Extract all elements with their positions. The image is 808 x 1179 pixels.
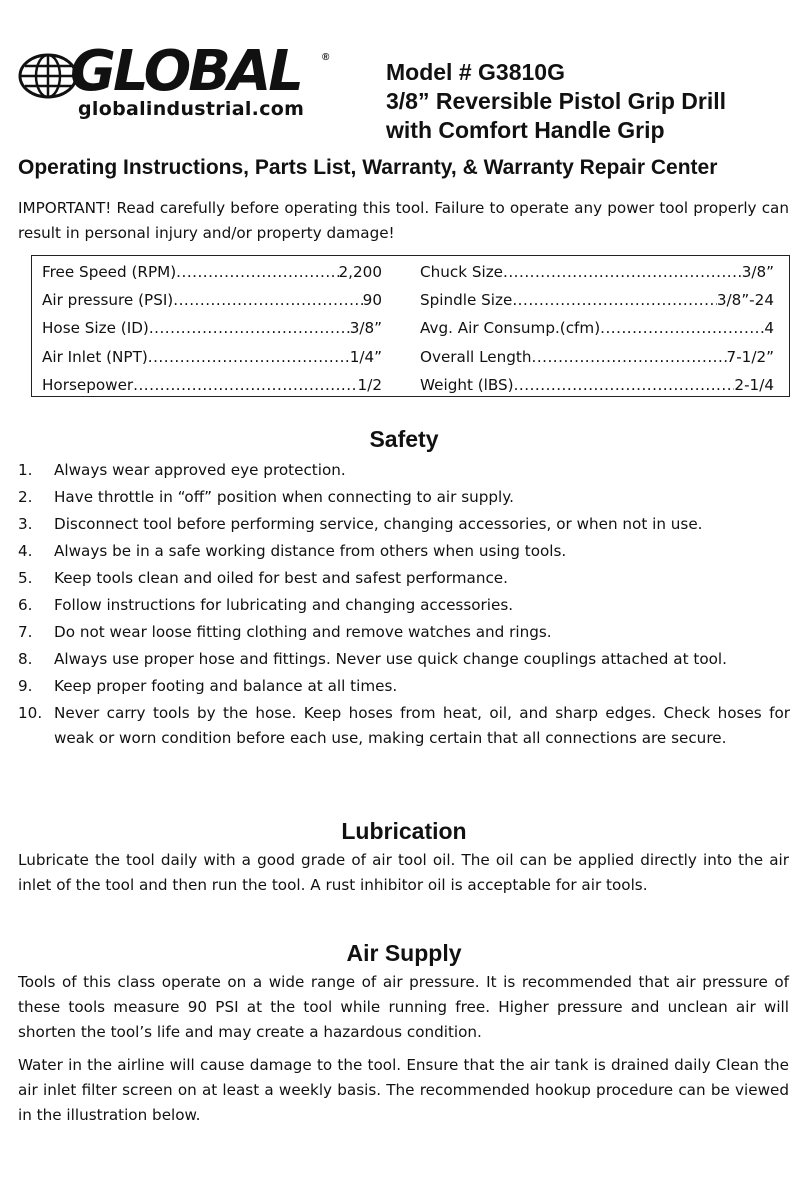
safety-item	[18, 485, 790, 510]
air-supply-paragraph-1: Tools of this class operate on a wide range of air pressure. It is recommended that air pressure of these tools measure 90 PSI at the tool while running free. Higher pressure and unclean air will shorten the tool’s life and may create a hazardous condition.	[18, 973, 789, 1041]
spec-label: Hose Size (ID)	[42, 319, 149, 338]
safety-list	[18, 458, 790, 753]
safety-item	[18, 701, 790, 751]
lubrication-text: Lubricate the tool daily with a good grade of air tool oil. The oil can be applied directly into the air inlet of the tool and then run the tool. A rust inhibitor oil is acceptable for air tools.	[18, 851, 789, 894]
air-supply-heading: Air Supply	[346, 940, 462, 966]
spec-label: Spindle Size	[420, 291, 513, 310]
spec-row	[420, 371, 774, 399]
safety-item-text: Always use proper hose and fittings. Never use quick change couplings attached at tool.	[54, 650, 727, 668]
spec-row	[420, 258, 774, 286]
spec-value: 7-1/2”	[726, 347, 774, 366]
spec-value: 90	[362, 291, 382, 310]
spec-label: Weight (lBS)	[420, 375, 514, 394]
spec-value: 1/2	[357, 375, 382, 394]
spec-row	[42, 314, 382, 342]
safety-item-number: 2.	[18, 488, 33, 506]
safety-item	[18, 458, 790, 483]
global-logo	[18, 39, 338, 124]
spec-leader-dots	[176, 258, 338, 286]
spec-row	[42, 371, 382, 399]
spec-leader-dots	[514, 371, 735, 399]
spec-label: Chuck Size	[420, 263, 504, 281]
air-supply-paragraph-2: Water in the airline will cause damage to the tool. Ensure that the air tank is drained daily Clean the air inlet filter screen on at least a weekly basis. The recommended hookup procedure can be viewed in the illustration below.	[18, 1056, 789, 1124]
safety-item-number: 5.	[18, 569, 33, 587]
important-notice: IMPORTANT! Read carefully before operating this tool. Failure to operate any power tool properly can result in personal injury and/or property damage!	[18, 199, 789, 242]
lubrication-heading: Lubrication	[341, 818, 467, 844]
spec-label: Air Inlet (NPT)	[42, 347, 148, 366]
spec-row	[420, 343, 774, 371]
spec-row	[420, 286, 774, 314]
safety-item-number: 9.	[18, 677, 33, 695]
spec-row	[420, 314, 774, 342]
spec-column-left	[42, 258, 382, 399]
spec-label: Avg. Air Consump.(cfm)	[420, 319, 601, 338]
brand-wordmark: GLOBAL	[70, 39, 301, 104]
safety-heading: Safety	[369, 426, 439, 452]
model-number: Model # G3810G	[386, 59, 565, 85]
spec-row	[42, 258, 382, 286]
safety-item-text: Keep proper footing and balance at all times.	[54, 677, 398, 695]
safety-item-number: 4.	[18, 542, 33, 560]
spec-leader-dots	[173, 286, 362, 314]
spec-value: 3/8”-24	[716, 291, 774, 310]
safety-item-number: 10.	[18, 704, 43, 722]
spec-value: 2-1/4	[734, 375, 774, 394]
spec-leader-dots	[133, 371, 357, 399]
safety-item	[18, 566, 790, 591]
product-title-line2: with Comfort Handle Grip	[386, 117, 665, 143]
safety-item-number: 7.	[18, 623, 33, 641]
safety-item-text: Do not wear loose fitting clothing and remove watches and rings.	[54, 623, 552, 641]
safety-item-text: Keep tools clean and oiled for best and safest performance.	[54, 569, 508, 587]
spec-table	[31, 255, 790, 397]
spec-leader-dots	[149, 314, 350, 342]
safety-item	[18, 593, 790, 618]
safety-item-text: Always wear approved eye protection.	[54, 461, 346, 479]
safety-item-number: 1.	[18, 461, 33, 479]
spec-leader-dots	[512, 286, 717, 314]
spec-value: 1/4”	[349, 347, 382, 366]
spec-label: Air pressure (PSI)	[42, 291, 174, 310]
website-url: globalindustrial.com	[78, 98, 305, 120]
safety-item	[18, 620, 790, 645]
safety-item-number: 6.	[18, 596, 33, 614]
safety-item	[18, 647, 790, 672]
spec-value: 2,200	[338, 263, 382, 281]
spec-value: 4	[764, 319, 774, 338]
safety-item	[18, 674, 790, 699]
spec-label: Overall Length	[420, 347, 532, 366]
spec-label: Horsepower	[42, 375, 134, 394]
product-title-line1: 3/8” Reversible Pistol Grip Drill	[386, 88, 727, 114]
model-title-block	[386, 58, 796, 145]
safety-item-text: Disconnect tool before performing service, changing accessories, or when not in use.	[54, 515, 703, 533]
safety-item-number: 8.	[18, 650, 33, 668]
spec-row	[42, 286, 382, 314]
spec-leader-dots	[600, 314, 764, 342]
safety-item-text: Have throttle in “off” position when connecting to air supply.	[54, 488, 514, 506]
spec-leader-dots	[148, 343, 350, 371]
document-heading: Operating Instructions, Parts List, Warranty, & Warranty Repair Center	[18, 156, 718, 179]
safety-item-number: 3.	[18, 515, 33, 533]
safety-item	[18, 512, 790, 537]
safety-item-text: Never carry tools by the hose. Keep hoses from heat, oil, and sharp edges. Check hoses for weak or worn condition before each use, making certain that all connections are secure.	[54, 704, 790, 747]
spec-value: 3/8”	[741, 263, 774, 281]
safety-item	[18, 539, 790, 564]
registered-mark: ®	[322, 52, 330, 63]
spec-leader-dots	[503, 258, 742, 286]
spec-column-right	[420, 258, 774, 399]
spec-row	[42, 343, 382, 371]
spec-leader-dots	[532, 343, 727, 371]
spec-label: Free Speed (RPM)	[42, 263, 177, 281]
safety-item-text: Follow instructions for lubricating and changing accessories.	[54, 596, 514, 614]
safety-item-text: Always be in a safe working distance from others when using tools.	[54, 542, 567, 560]
spec-value: 3/8”	[349, 319, 382, 338]
